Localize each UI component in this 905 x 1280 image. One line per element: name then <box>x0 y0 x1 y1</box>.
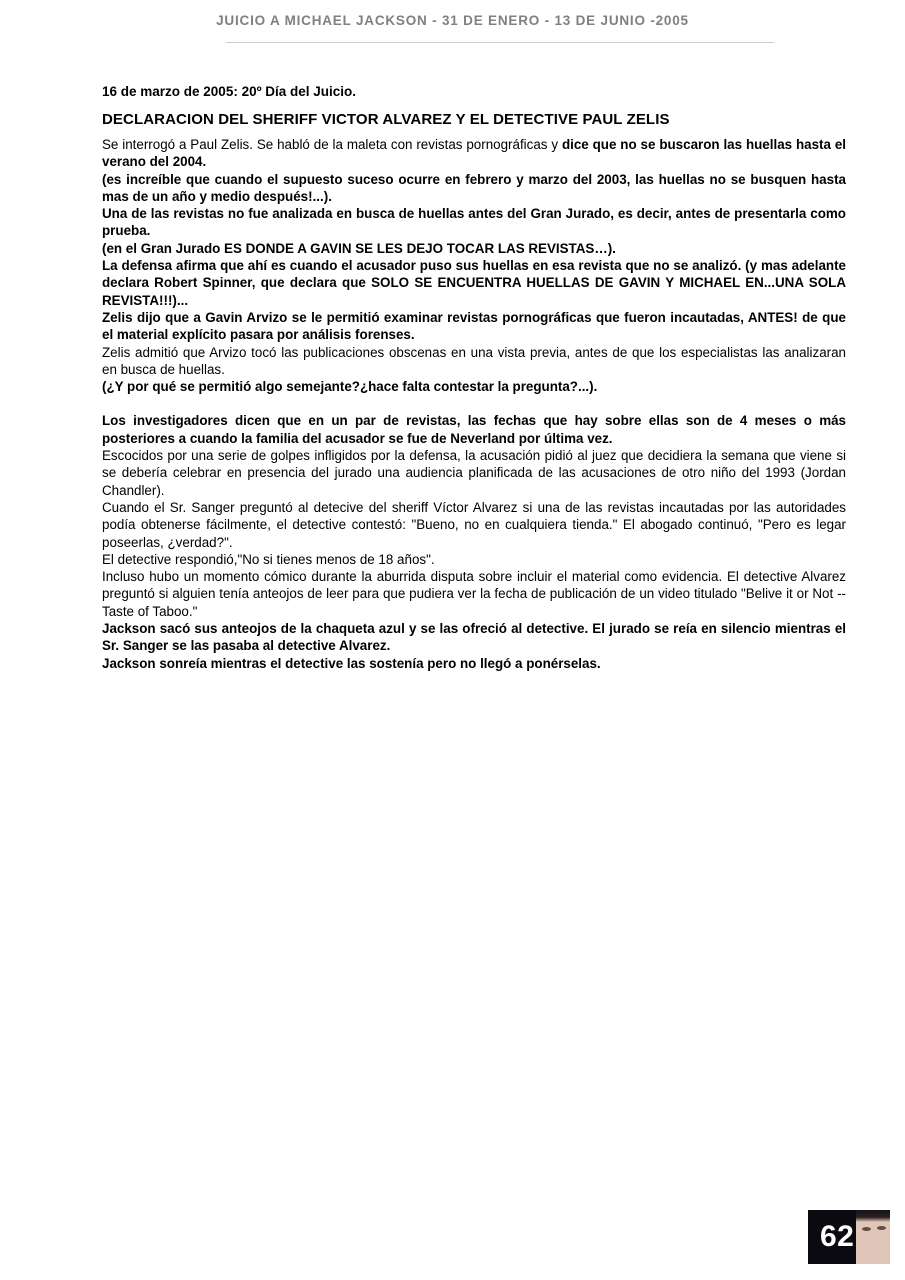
paragraph-p1-lead: Se interrogó a Paul Zelis. Se habló de la maleta con revistas pornográficas y <box>102 137 562 152</box>
paragraph-p5: La defensa afirma que ahí es cuando el acusador puso sus huellas en esa revista que no se analizó. (y mas adelante declara Robert Spinner, que declara que SOLO SE ENCUENTRA HUELLAS DE GAVIN Y MICHAEL EN...UNA SOLA REVISTA!!!)... <box>102 258 846 308</box>
paragraph-p8: (¿Y por qué se permitió algo semejante?¿hace falta contestar la pregunta?...). <box>102 379 598 395</box>
paragraph-p11: Cuando el Sr. Sanger preguntó al detecive del sheriff Víctor Alvarez si una de las revistas incautadas por las autoridades podía obtenerse fácilmente, el detective contestó: "Bueno, no en cualquiera tienda." El abogado continuó, "Pero es legar poseerlas, ¿verdad?". <box>102 499 846 550</box>
paragraph-p7: Zelis admitió que Arvizo tocó las publicaciones obscenas en una vista previa, antes de que los especialistas las analizaran en busca de huellas. <box>102 344 846 377</box>
trial-date-line: 16 de marzo de 2005: 20º Día del Juicio. <box>102 84 357 99</box>
page-number: 62 <box>820 1220 855 1253</box>
paragraph-p1-emphasis: dice que no se buscaron las huellas hasta el verano del 2004. <box>102 137 846 170</box>
paragraph-p3: Una de las revistas no fue analizada en busca de huellas antes del Gran Jurado, es decir, antes de presentarla como prueba. <box>102 206 846 239</box>
header-title: JUICIO A MICHAEL JACKSON - 31 DE ENERO - 13 DE JUNIO -2005 <box>216 13 689 28</box>
paragraph-p9: Los investigadores dicen que en un par de revistas, las fechas que hay sobre ellas son de 4 meses o más posteriores a cuando la familia del acusador se fue de Neverland por última vez. <box>102 413 846 446</box>
section-heading: DECLARACION DEL SHERIFF VICTOR ALVAREZ Y EL DETECTIVE PAUL ZELIS <box>102 111 670 128</box>
page-number-figure <box>808 1210 890 1264</box>
paragraph-p1 <box>102 136 846 171</box>
paragraph-p10: Escocidos por una serie de golpes infligidos por la defensa, la acusación pidió al juez que decidiera la semana que viene si se debería celebrar en presencia del jurado una audiencia planificada de las acusaciones de otro niño del 1993 (Jordan Chandler). <box>102 448 846 498</box>
portrait-hair-overlay <box>856 1210 890 1222</box>
paragraph-p6: Zelis dijo que a Gavin Arvizo se le permitió examinar revistas pornográficas que fueron incautadas, ANTES! de que el material explícito pasara por análisis forenses. <box>102 309 846 343</box>
page-header <box>0 0 905 60</box>
document-body <box>102 83 846 672</box>
paragraph-p4: (en el Gran Jurado ES DONDE A GAVIN SE LES DEJO TOCAR LAS REVISTAS…). <box>102 240 616 256</box>
paragraph-spacer <box>102 395 846 412</box>
paragraph-p13: Incluso hubo un momento cómico durante la aburrida disputa sobre incluir el material como evidencia. El detective Alvarez preguntó si alguien tenía anteojos de leer para que pudiera ver la fecha de publicación de un video titulado "Belive it or Not -- Taste of Taboo." <box>102 569 846 619</box>
header-divider <box>226 42 774 43</box>
paragraph-p12: El detective respondió,"No si tienes menos de 18 años". <box>102 551 435 567</box>
paragraph-p2: (es increíble que cuando el supuesto suceso ocurre en febrero y marzo del 2003, las huellas no se busquen hasta mas de un año y medio después!...). <box>102 171 846 204</box>
paragraph-p15: Jackson sonreía mientras el detective las sostenía pero no llegó a ponérselas. <box>102 655 601 671</box>
paragraph-p14: Jackson sacó sus anteojos de la chaqueta azul y se las ofreció al detective. El jurado se reía en silencio mientras el Sr. Sanger se las pasaba al detective Alvarez. <box>102 621 846 654</box>
